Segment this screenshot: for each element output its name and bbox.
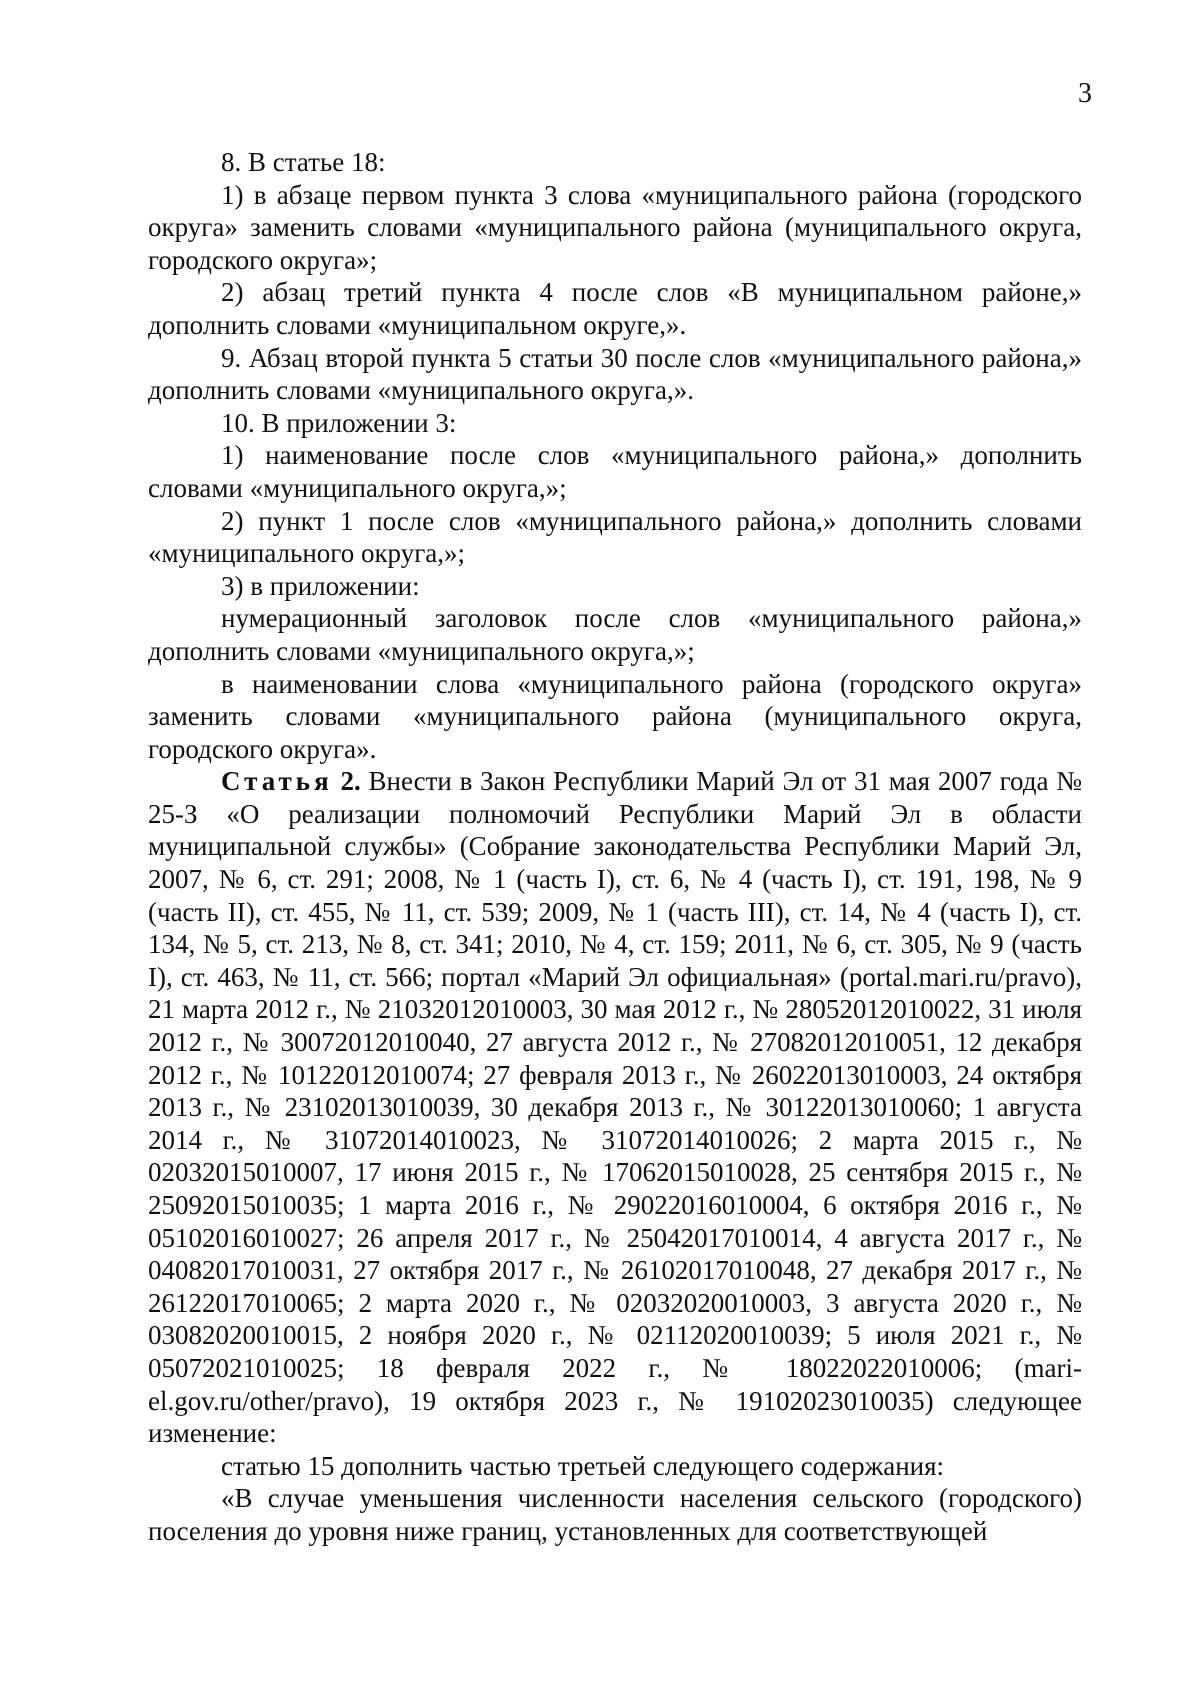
paragraph-quoted-text: «В случае уменьшения численности населения сельского (городского) поселения до уровня ниже границ, установленных для соответствующей	[148, 1483, 1082, 1546]
document-body	[148, 146, 1082, 1548]
article-2-text: Внести в Закон Республики Марий Эл от 31 мая 2007 года № 25-З «О реализации полномочий Республики Марий Эл в области муниципальной службы» (Собрание законодательства Республики Марий Эл, 2007, № 6, ст. 291; 2008, № 1 (часть I), ст. 6, № 4 (часть I), ст. 191, 198, № 9 (часть II), ст. 455, № 11, ст. 539; 2009, № 1 (часть III), ст. 14, № 4 (часть I), ст. 134, № 5, ст. 213, № 8, ст. 341; 2010, № 4, ст. 159; 2011, № 6, ст. 305, № 9 (часть I), ст. 463, № 11, ст. 566; портал «Марий Эл официальная» (portal.mari.ru/pravo), 21 марта 2012 г., № 21032012010003, 30 мая 2012 г., № 28052012010022, 31 июля 2012 г., № 30072012010040, 27 августа 2012 г., № 27082012010051, 12 декабря 2012 г., № 10122012010074; 27 февраля 2013 г., № 26022013010003, 24 октября 2013 г., № 23102013010039, 30 декабря 2013 г., № 30122013010060; 1 августа 2014 г., № 31072014010023, № 31072014010026; 2 марта 2015 г., № 02032015010007, 17 июня 2015 г., № 17062015010028, 25 сентября 2015 г., № 25092015010035; 1 марта 2016 г., № 29022016010004, 6 октября 2016 г., № 05102016010027; 26 апреля 2017 г., № 25042017010014, 4 августа 2017 г., № 04082017010031, 27 октября 2017 г., № 26102017010048, 27 декабря 2017 г., № 26122017010065; 2 марта 2020 г., № 02032020010003, 3 августа 2020 г., № 03082020010015, 2 ноября 2020 г., № 02112020010039; 5 июля 2021 г., № 05072021010025; 18 февраля 2022 г., № 18022022010006; (mari-el.gov.ru/other/pravo), 19 октября 2023 г., № 19102023010035) следующее изменение:	[148, 766, 1082, 1449]
paragraph-item-10: 10. В приложении 3:	[221, 407, 457, 438]
paragraph-naming: в наименовании слова «муниципального района (городского округа» заменить словами «муниципального района (муниципального округа, городского округа».	[148, 668, 1082, 764]
paragraph-subitem-10-2: 2) пункт 1 после слов «муниципального района,» дополнить словами «муниципального округа,»;	[148, 505, 1082, 569]
paragraph-subitem-10-1: 1) наименование после слов «муниципального района,» дополнить словами «муниципального округа,»;	[148, 440, 1082, 503]
paragraph-subitem-8-1: 1) в абзаце первом пункта 3 слова «муниципального района (городского округа» заменить словами «муниципального района (муниципального округа, городского округа»;	[148, 179, 1082, 275]
paragraph-numbering-heading: нумерационный заголовок после слов «муниципального района,» дополнить словами «муниципального округа,»;	[148, 603, 1082, 666]
paragraph-subitem-8-2: 2) абзац третий пункта 4 после слов «В муниципальном районе,» дополнить словами «муниципальном округе,».	[148, 277, 1082, 340]
paragraph-item-9: 9. Абзац второй пункта 5 статьи 30 после слов «муниципального района,» дополнить словами «муниципального округа,».	[148, 342, 1082, 406]
article-label: Статья	[221, 766, 333, 797]
paragraph-item-8: 8. В статье 18:	[221, 147, 386, 177]
paragraph-amend-article-15: статью 15 дополнить частью третьей следующего содержания:	[221, 1450, 945, 1481]
page-number: 3	[1078, 78, 1092, 109]
paragraph-subitem-10-3: 3) в приложении:	[221, 570, 420, 601]
article-number: 2.	[340, 766, 361, 797]
article-2-paragraph	[148, 765, 1082, 1449]
